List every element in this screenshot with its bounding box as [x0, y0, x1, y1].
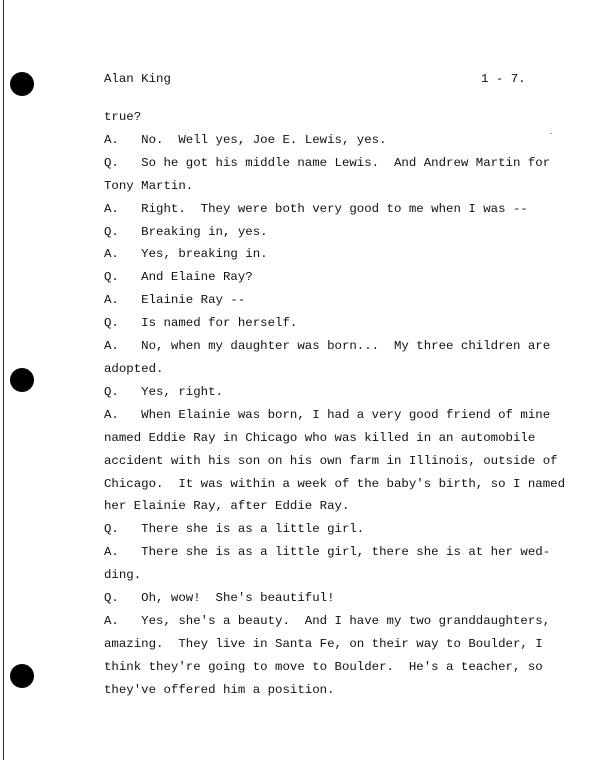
transcript-line: Q. So he got his middle name Lewis. And Andrew Martin for	[104, 155, 551, 170]
header-interviewee-name: Alan King	[104, 72, 171, 86]
transcript-line: amazing. They live in Santa Fe, on their way to Boulder, I	[104, 636, 543, 651]
transcript-line: Q. Yes, right.	[104, 384, 223, 399]
transcript-line: Q. And Elaine Ray?	[104, 270, 253, 285]
transcript-line: Q. Is named for herself.	[104, 316, 298, 331]
scan-speck	[550, 133, 552, 134]
transcript-line: A. When Elainie was born, I had a very good friend of mine	[104, 407, 551, 422]
transcript-line: A. No. Well yes, Joe E. Lewis, yes.	[104, 132, 387, 147]
transcript-line: adopted.	[104, 361, 164, 376]
transcript-line: her Elainie Ray, after Eddie Ray.	[104, 499, 350, 514]
transcript-line: Q. Oh, wow! She's beautiful!	[104, 591, 335, 606]
transcript-line: A. Yes, breaking in.	[104, 247, 268, 262]
punch-hole-middle	[10, 368, 34, 392]
transcript-line: they've offered him a position.	[104, 682, 335, 697]
header-page-number: 1 - 7.	[481, 72, 526, 86]
transcript-line: ding.	[104, 568, 142, 583]
transcript-line: A. Elainie Ray --	[104, 293, 246, 308]
transcript-line: Q. Breaking in, yes.	[104, 224, 268, 239]
punch-hole-top	[10, 72, 34, 96]
transcript-body	[104, 106, 566, 702]
transcript-line: accident with his son on his own farm in Illinois, outside of	[104, 453, 558, 468]
transcript-line: A. No, when my daughter was born... My three children are	[104, 339, 551, 354]
transcript-line: Chicago. It was within a week of the baby's birth, so I named	[104, 476, 566, 491]
transcript-line: named Eddie Ray in Chicago who was killed in an automobile	[104, 430, 536, 445]
transcript-line: A. Right. They were both very good to me when I was --	[104, 201, 528, 216]
transcript-line: think they're going to move to Boulder. He's a teacher, so	[104, 659, 543, 674]
page-edge-line	[3, 0, 4, 760]
punch-hole-bottom	[10, 664, 34, 688]
transcript-line: true?	[104, 110, 142, 124]
transcript-line: A. There she is as a little girl, there she is at her wed-	[104, 545, 551, 560]
transcript-line: Q. There she is as a little girl.	[104, 522, 365, 537]
transcript-line: A. Yes, she's a beauty. And I have my two granddaughters,	[104, 613, 551, 628]
transcript-line: Tony Martin.	[104, 178, 194, 193]
